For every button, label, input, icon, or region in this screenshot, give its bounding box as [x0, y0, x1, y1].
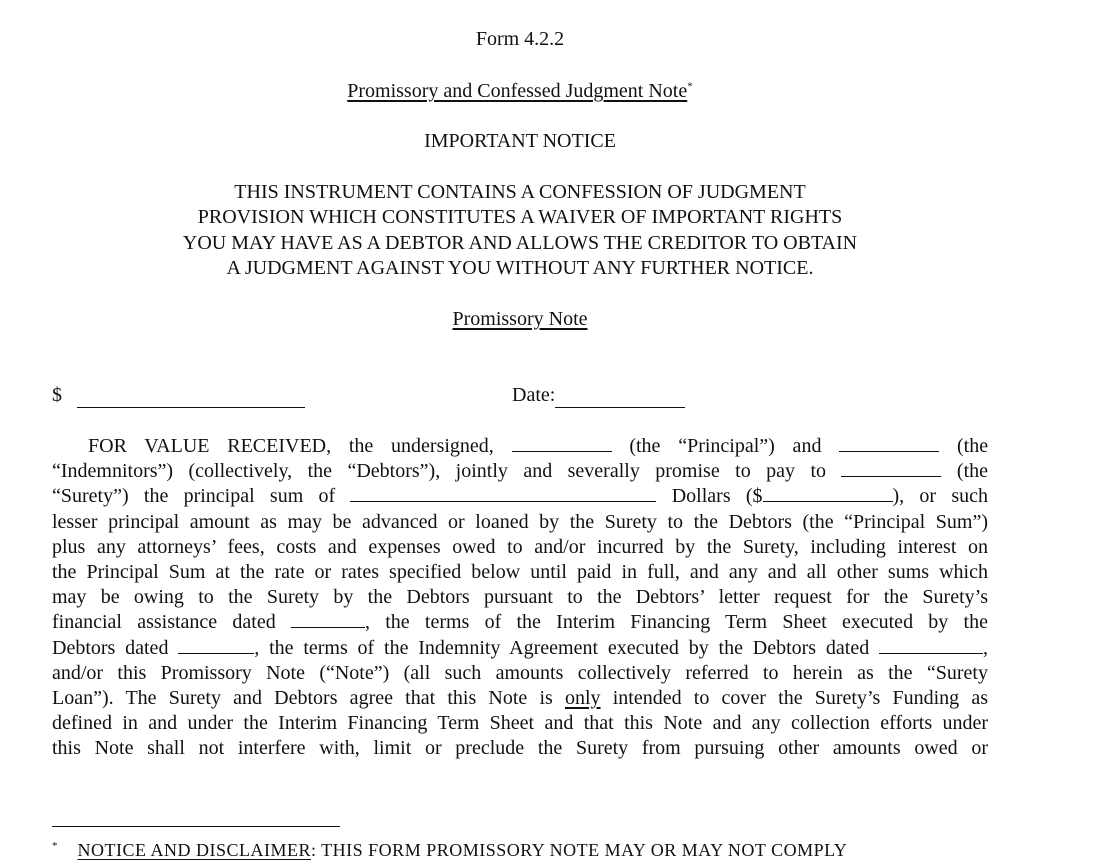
body-line: financial assistance dated , the terms of the Interim Financing Term Sheet executed by the: [52, 611, 988, 634]
notice-line: THIS INSTRUMENT CONTAINS A CONFESSION OF JUDGMENT: [234, 181, 806, 203]
document-title-text: Promissory and Confessed Judgment Note: [347, 80, 688, 102]
notice-line: A JUDGMENT AGAINST YOU WITHOUT ANY FURTHER NOTICE.: [226, 256, 814, 279]
footnote-marker: *: [52, 840, 58, 852]
form-number: Form 4.2.2: [475, 28, 565, 50]
notice-line: PROVISION WHICH CONSTITUTES A WAIVER OF IMPORTANT RIGHTS: [197, 206, 843, 229]
body-line: lesser principal amount as may be advanced or loaned by the Surety to the Debtors (the “Principal Sum”): [52, 510, 988, 533]
document-title: [0, 80, 1040, 103]
note-body: [52, 434, 988, 762]
title-footnote-marker: *: [687, 80, 693, 93]
body-line: and/or this Promissory Note (“Note”) (all such amounts collectively referred to herein as the “Surety: [52, 661, 988, 684]
date-field: [512, 384, 685, 408]
body-line: defined in and under the Interim Financing Term Sheet and that this Note and any collection efforts under: [52, 712, 988, 735]
emphasis-only: only: [565, 687, 601, 710]
footnote-label: NOTICE AND DISCLAIMER: [77, 840, 311, 860]
body-line: Debtors dated , the terms of the Indemnity Agreement executed by the Debtors dated ,: [52, 636, 989, 659]
amount-field: [52, 384, 305, 408]
amount-label: $: [52, 384, 62, 406]
footnote-divider: [52, 826, 340, 827]
footnote: [52, 840, 988, 861]
amount-blank: [77, 384, 305, 408]
body-line: FOR VALUE RECEIVED, the undersigned, (the “Principal”) and (the: [88, 435, 989, 457]
body-line: “Surety”) the principal sum of Dollars ($ ), or such: [52, 485, 989, 508]
body-line: may be owing to the Surety by the Debtors pursuant to the Debtors’ letter request for the Surety’s: [52, 586, 988, 609]
section-title-text: Promissory Note: [452, 308, 588, 330]
body-line: the Principal Sum at the rate or rates specified below until paid in full, and any and all other sums which: [52, 561, 988, 584]
notice-line: YOU MAY HAVE AS A DEBTOR AND ALLOWS THE CREDITOR TO OBTAIN: [182, 231, 858, 254]
date-blank: [555, 384, 685, 408]
notice-heading: IMPORTANT NOTICE: [424, 130, 616, 152]
date-label: Date:: [512, 384, 556, 406]
body-line: this Note shall not interfere with, limit or preclude the Surety from pursuing other amounts owed or: [52, 737, 988, 760]
body-line: plus any attorneys’ fees, costs and expenses owed to and/or incurred by the Surety, including interest on: [52, 535, 988, 558]
notice-body: [0, 180, 1040, 281]
body-line: Loan”). The Surety and Debtors agree that this Note is only intended to cover the Surety’s Funding as: [52, 687, 989, 710]
body-line: “Indemnitors”) (collectively, the “Debtors”), jointly and severally promise to pay to (the: [52, 460, 989, 483]
section-title: [0, 308, 1040, 331]
footnote-text: : THIS FORM PROMISSORY NOTE MAY OR MAY NOT COMPLY: [311, 840, 848, 860]
